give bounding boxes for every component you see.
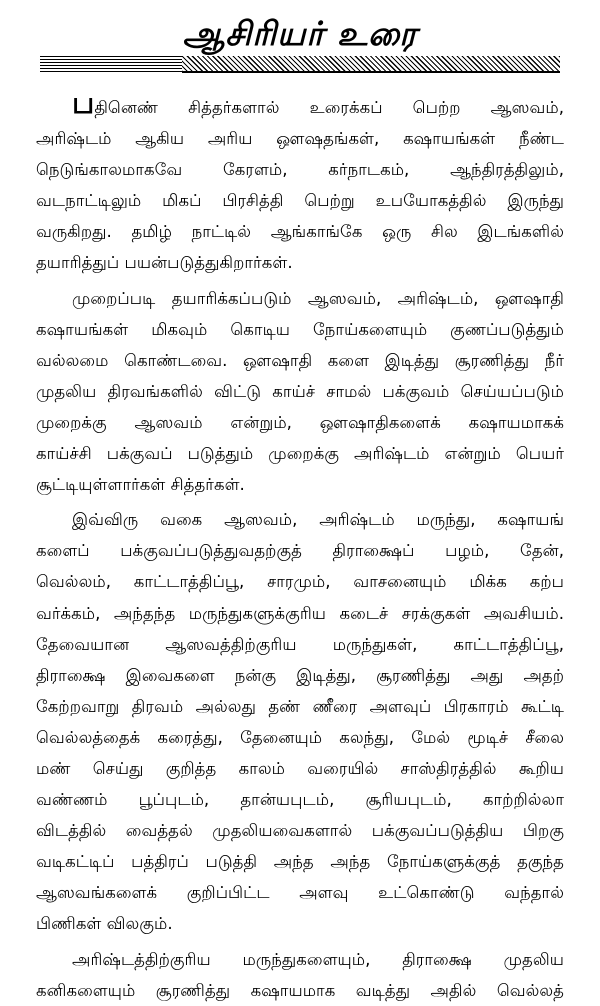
paragraph-line: சூட்டியுள்ளார்கள் சித்தர்கள்.	[36, 475, 245, 495]
paragraph-4	[36, 944, 564, 1006]
paragraph-line: வெல்லத்தைக் கரைத்து, தேனையும் கலந்து, மேல் மூடிச் சீலை	[36, 727, 564, 747]
paragraph-line: அரிஷ்டத்திற்குரிய மருந்துகளையும், திராக்ஷை முதலிய	[72, 949, 564, 969]
paragraph-line: வண்ணம் பூப்புடம், தான்யபுடம், சூரியபுடம், காற்றில்லா	[36, 790, 564, 810]
paragraph-line: வடிகட்டிப் பத்திரப் படுத்தி அந்த அந்த நோய்களுக்குத் தகுந்த	[36, 852, 564, 872]
paragraph-line: காய்ச்சி பக்குவப் படுத்தும் முறைக்கு அரிஷ்டம் என்றும் பெயர்	[36, 444, 564, 464]
page-title: ஆசிரியர் உரை	[182, 14, 418, 53]
paragraph-line: அரிஷ்டம் ஆகிய அரிய ஔஷதங்கள், கஷாயங்கள் நீண்ட	[36, 129, 564, 149]
paragraph-line: கேற்றவாறு திரவம் அல்லது தண் ணீரை அளவுப் பிரகாரம் கூட்டி	[36, 696, 564, 716]
paragraph-line: வல்லமை கொண்டவை. ஔஷாதி களை இடித்து சூரணித்து நீர்	[36, 350, 564, 370]
paragraph-line: களைப் பக்குவப்படுத்துவதற்குத் திராக்ஷைப் பழம், தேன்,	[36, 541, 564, 561]
paragraph-3	[36, 504, 564, 939]
paragraph-line: வடநாட்டிலும் மிகப் பிரசித்தி பெற்று உபயோகத்தில் இருந்து	[36, 191, 564, 211]
title-rule-underline	[182, 71, 560, 73]
paragraph-line: நெடுங்காலமாகவே கேரளம், கர்நாடகம், ஆந்திரத்திலும்,	[36, 160, 564, 180]
title-rule-hatched	[182, 56, 560, 72]
paragraph-line: திராக்ஷை இவைகளை நன்கு இடித்து, சூரணித்து அது அதற்	[36, 665, 564, 685]
paragraph-line: கனிகளையும் சூரணித்து கஷாயமாக வடித்து அதில் வெல்லத்	[36, 980, 564, 1000]
body-text	[36, 92, 564, 1006]
paragraph-line: தயாரித்துப் பயன்படுத்துகிறார்கள்.	[36, 253, 293, 273]
paragraph-line: கஷாயங்கள் மிகவும் கொடிய நோய்களையும் குணப்படுத்தும்	[36, 319, 564, 339]
paragraph-line-text: தினெண் சித்தர்களால் உரைக்கப் பெற்ற ஆஸவம்,	[94, 98, 564, 117]
paragraph-line: வர்க்கம், அந்தந்த மருந்துகளுக்குரிய கடைச் சரக்குகள் அவசியம்.	[36, 603, 564, 623]
paragraph-line: மண் செய்து குறித்த காலம் வரையில் சாஸ்திரத்தில் கூறிய	[36, 758, 564, 778]
paragraph-2	[36, 283, 564, 501]
paragraph-1	[36, 92, 564, 279]
paragraph-line	[36, 92, 564, 123]
paragraph-line: ஆஸவங்களைக் குறிப்பிட்ட அளவு உட்கொண்டு வந்தால்	[36, 883, 564, 903]
drop-cap: ப	[72, 92, 95, 121]
paragraph-line: முறைப்படி தயாரிக்கப்படும் ஆஸவம், அரிஷ்டம், ஔஷாதி	[72, 288, 564, 308]
title-rule-lines	[40, 56, 182, 72]
paragraph-line: வெல்லம், காட்டாத்திப்பூ, சாரமும், வாசனையும் மிக்க கற்ப	[36, 572, 564, 592]
paragraph-line: விடத்தில் வைத்தல் முதலியவைகளால் பக்குவப்படுத்திய பிறகு	[36, 821, 564, 841]
paragraph-line: பிணிகள் விலகும்.	[36, 914, 173, 934]
paragraph-line: முறைக்கு ஆஸவம் என்றும், ஔஷாதிகளைக் கஷாயமாகக்	[36, 412, 564, 432]
paragraph-line: இவ்விரு வகை ஆஸவம், அரிஷ்டம் மருந்து, கஷாயங்	[72, 510, 564, 530]
paragraph-line: தேவையான ஆஸவத்திற்குரிய மருந்துகள், காட்டாத்திப்பூ,	[36, 634, 564, 654]
paragraph-line: முதலிய திரவங்களில் விட்டு காய்ச் சாமல் பக்குவம் செய்யப்படும்	[36, 381, 564, 401]
paragraph-line: வருகிறது. தமிழ் நாட்டில் ஆங்காங்கே ஒரு சில இடங்களில்	[36, 222, 564, 242]
